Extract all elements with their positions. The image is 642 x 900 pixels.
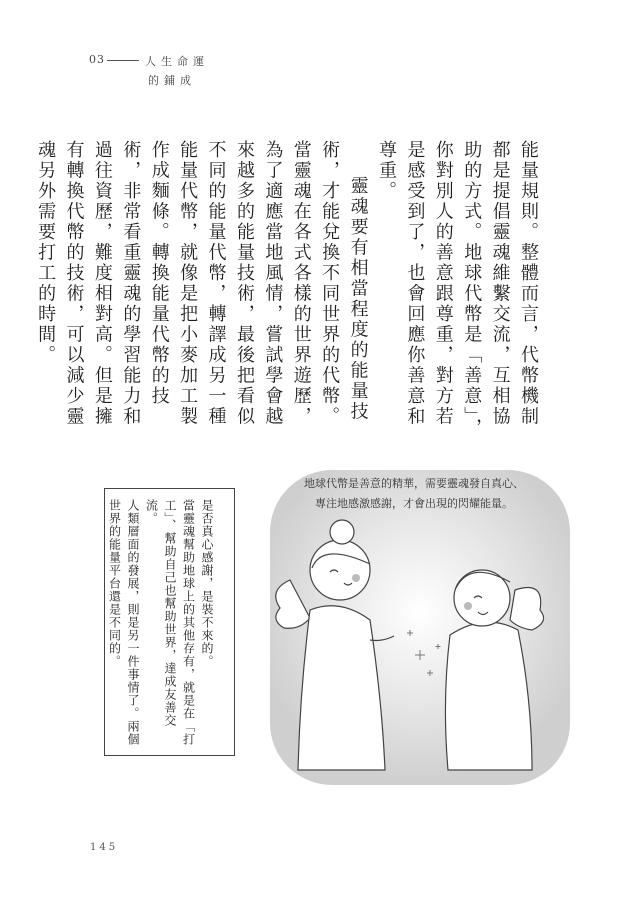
chapter-number: 03	[89, 53, 105, 66]
page-number: 145	[90, 842, 119, 853]
chapter-title-line1: 人生命運	[145, 55, 209, 68]
note-box	[104, 488, 235, 756]
hair-bun	[330, 520, 354, 544]
body-paragraph-1: 能量規則。整體而言，代幣機制都是提倡靈魂維繫交流，互相協助的方式。地球代幣是「善意」，你對別人的善意跟尊重，對方若是感受到了，也會回應你善意和尊重。	[375, 140, 539, 439]
body-paragraph-2: 靈魂要有相當程度的能量技術，才能兌換不同世界的代幣。當靈魂在各式各樣的世界遊歷，為了適應當地風情，嘗試學會越來越多的能量技術，最後把看似不同的能量代幣，轉譯成另一種能量代幣，就像是把小麥加工製作成麵條。轉換能量代幣的技術，非常看重靈魂的學習能力和過往資歷，難度相對高。但是擁有轉換代幣的技術，可以減少靈魂另外需要打工的時間。	[35, 140, 369, 427]
angels-illustration	[270, 470, 570, 785]
body-text	[35, 140, 542, 440]
note-line-2: 當靈魂幫助地球上的其他存有，就是在「打工」、幫助自己也幫助世界，達成友善交流。	[144, 499, 196, 746]
wing-right	[510, 588, 544, 631]
caption-line-2: 專注地感激感謝，才會出現的閃耀能量。	[315, 497, 513, 510]
note-line-1: 是否真心感謝，是裝不來的。	[200, 499, 214, 668]
caption-line-1: 地球代幣是善意的精華，需要靈魂發自真心、	[304, 477, 524, 490]
illustration-caption	[278, 474, 550, 514]
chapter-title-line2: 的鋪成	[148, 74, 196, 87]
note-text	[105, 499, 216, 747]
note-line-3: 人類層面的發展，則是另一件事情了。兩個世界的能量平台還是不同的。	[107, 499, 140, 746]
robe-left	[298, 606, 385, 770]
cheek-left	[352, 574, 360, 582]
cheek-right	[464, 602, 472, 610]
chapter-rule	[107, 60, 139, 61]
robe-right	[445, 622, 532, 770]
head-left	[310, 540, 370, 600]
